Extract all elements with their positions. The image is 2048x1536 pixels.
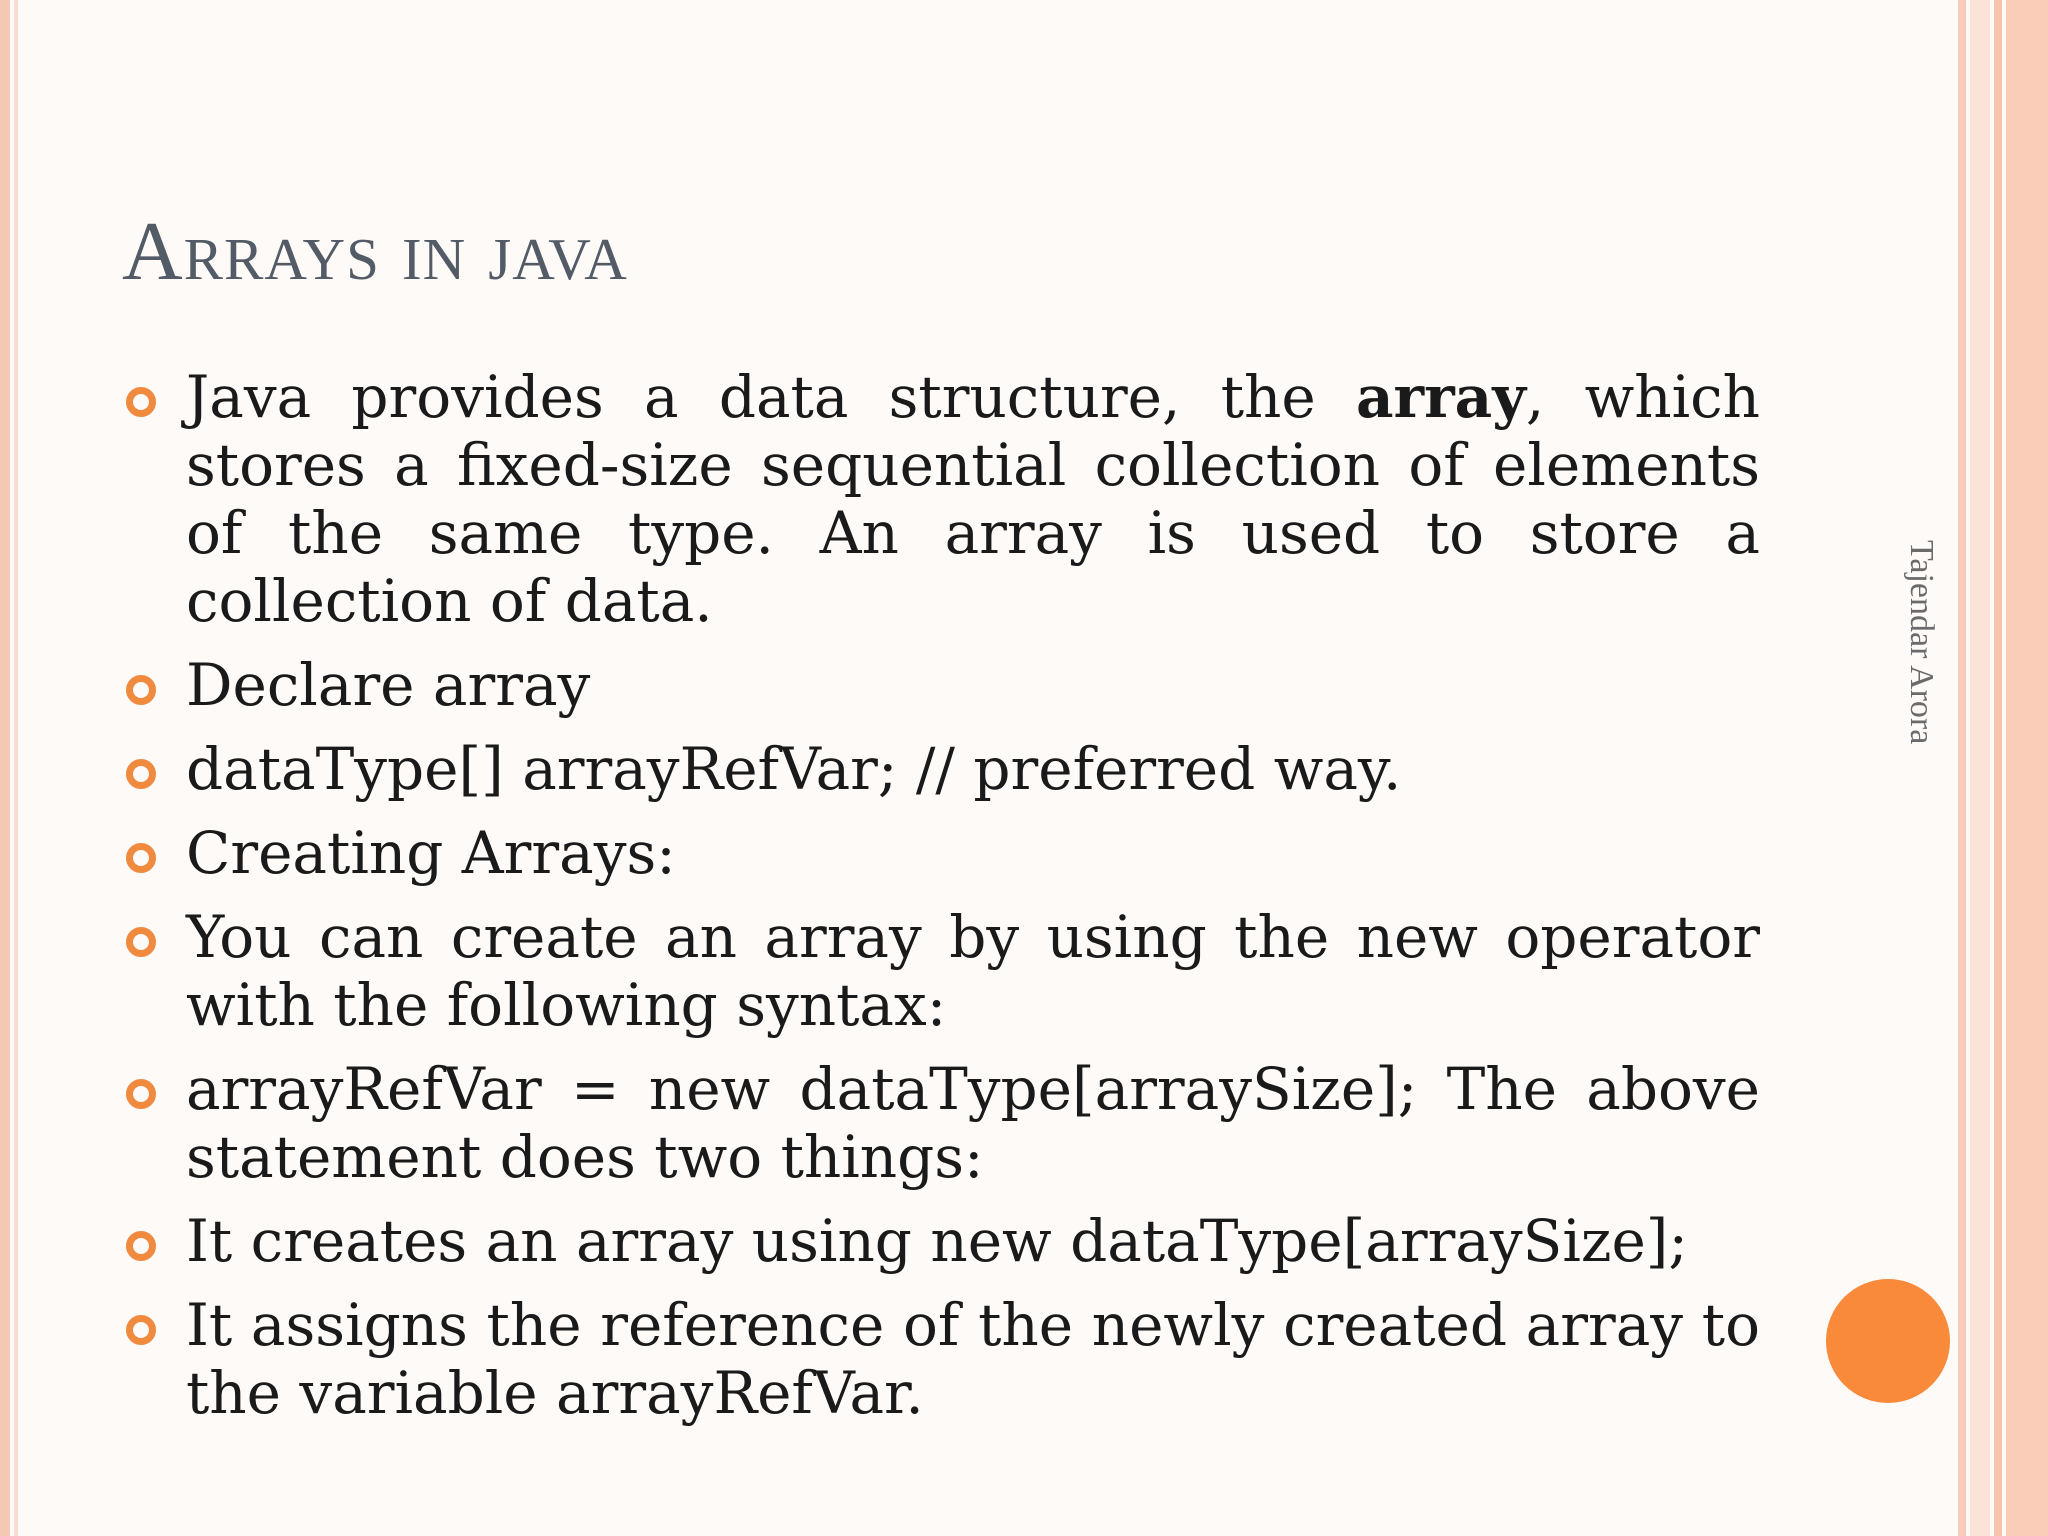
bullet-text: Declare array	[186, 651, 591, 719]
circle-bullet-icon	[126, 1231, 156, 1261]
circle-bullet-icon	[126, 1315, 156, 1345]
right-border-stripe	[1994, 0, 2002, 1536]
bullet-text: You can create an array by using the new operator with the following syntax:	[186, 903, 1760, 1039]
left-border-stripe-thin	[14, 0, 18, 1536]
bullet-text: arrayRefVar = new dataType[arraySize]; The above statement does two things:	[186, 1055, 1760, 1191]
circle-bullet-icon	[126, 843, 156, 873]
author-name: Tajendar Arora	[1903, 540, 1940, 745]
right-border-stripe	[2006, 0, 2048, 1536]
bullet-item	[120, 1291, 1760, 1427]
bullet-item	[120, 1207, 1760, 1275]
circle-bullet-icon	[126, 387, 156, 417]
bold-term: array	[1355, 363, 1526, 431]
bullet-text: Java provides a data structure, the array, which stores a fixed-size sequential collection of elements of the same type. An array is used to store a collection of data.	[186, 363, 1760, 635]
circle-bullet-icon	[126, 759, 156, 789]
orange-circle-decoration	[1826, 1279, 1950, 1403]
circle-bullet-icon	[126, 927, 156, 957]
bullet-text: dataType[] arrayRefVar; // preferred way.	[186, 735, 1402, 803]
right-border-stripe	[1970, 0, 1990, 1536]
circle-bullet-icon	[126, 675, 156, 705]
bullet-list	[120, 363, 1760, 1443]
bullet-text: It creates an array using new dataType[arraySize];	[186, 1207, 1688, 1275]
bullet-item	[120, 819, 1760, 887]
bullet-item	[120, 903, 1760, 1039]
slide-title: Arrays in java	[122, 205, 628, 298]
bullet-item	[120, 363, 1760, 635]
bullet-text: It assigns the reference of the newly created array to the variable arrayRefVar.	[186, 1291, 1760, 1427]
left-border-stripe	[0, 0, 10, 1536]
right-border-stripe	[1958, 0, 1966, 1536]
bullet-text: Creating Arrays:	[186, 819, 676, 887]
bullet-item	[120, 1055, 1760, 1191]
circle-bullet-icon	[126, 1079, 156, 1109]
bullet-item	[120, 735, 1760, 803]
bullet-item	[120, 651, 1760, 719]
